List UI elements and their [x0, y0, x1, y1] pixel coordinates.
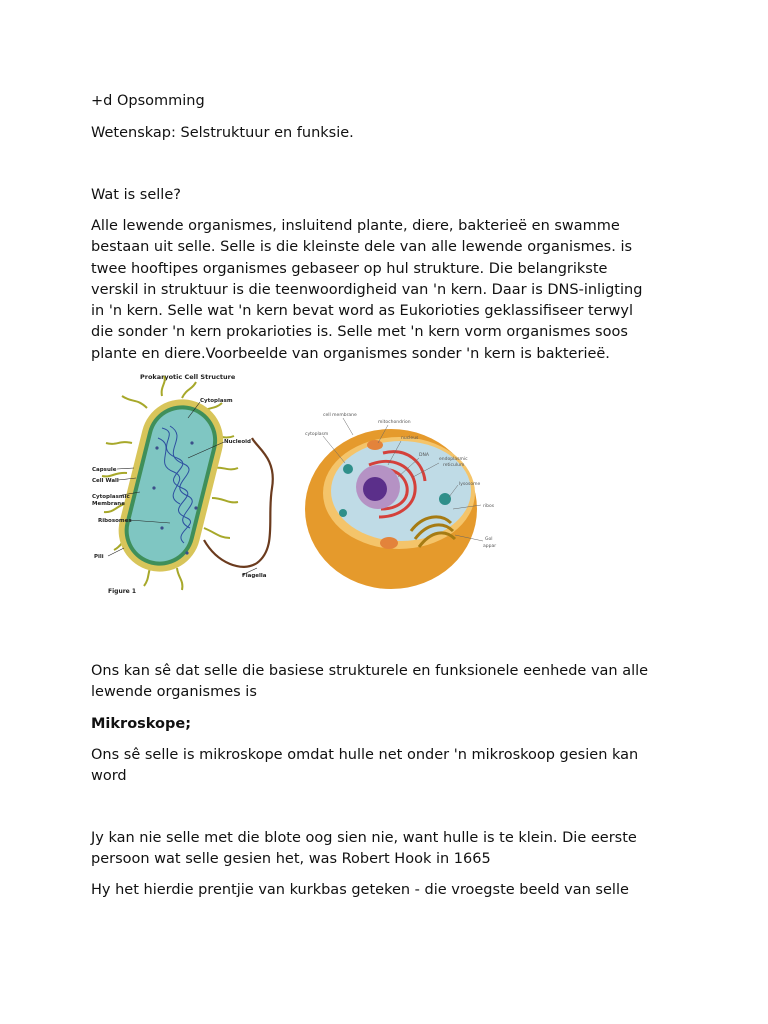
label-cytoplasm: cytoplasm — [305, 432, 329, 437]
intro-line: plante en diere.Voorbeelde van organismes sonder 'n kern is bakterieë. — [91, 345, 610, 362]
label-cytoplasmic: Cytoplasmic — [92, 494, 130, 500]
statement-line: lewende organismes is — [91, 684, 257, 701]
label-endoplasmic: endoplasmic — [439, 457, 468, 462]
mitochondrion-shape — [367, 440, 383, 450]
label-capsule: Capsule — [92, 467, 117, 473]
label-mitochondrion: mitochondrion — [378, 420, 411, 425]
microscope-paragraph — [91, 745, 691, 788]
microscope-line: Ons sê selle is mikroskope omdat hulle net onder 'n mikroskoop gesien kan — [91, 747, 639, 763]
microscope-heading: Mikroskope; — [91, 716, 192, 732]
label-lysosome: lysosome — [459, 482, 481, 487]
mitochondrion-shape — [380, 537, 398, 549]
eukaryotic-cell-image — [303, 405, 503, 595]
intro-line: verskil in struktuur is die teenwoordigheid van 'n kern. Daar is DNS-inligting — [91, 281, 643, 298]
lysosome-shape — [439, 493, 451, 505]
prokaryote-title: Prokaryotic Cell Structure — [140, 373, 236, 381]
label-cytoplasm: Cytoplasm — [200, 398, 233, 404]
hook-paragraph — [91, 828, 691, 871]
statement-paragraph — [91, 661, 691, 704]
vesicle-shape — [343, 464, 353, 474]
label-cell-membrane: cell membrane — [323, 413, 357, 418]
intro-paragraph — [91, 216, 691, 365]
label-pili: Pili — [94, 554, 104, 560]
intro-line: die sonder 'n kern prokarioties is. Selle met 'n kern vorm organismes soos — [91, 324, 628, 341]
label-nucleoid: Nucleoid — [224, 439, 251, 445]
vesicle-shape — [339, 509, 347, 517]
prokaryotic-cell-image — [92, 368, 292, 603]
subject-title: Wetenskap: Selstruktuur en funksie. — [91, 125, 354, 141]
figure-caption: Figure 1 — [108, 588, 137, 595]
label-nucleus: nucleus — [401, 436, 419, 441]
label-ribosomes: Ribosomes — [98, 518, 132, 524]
label-ribosome: ribos — [483, 504, 495, 509]
microscope-line: word — [91, 768, 127, 785]
nucleolus-shape — [363, 477, 387, 501]
hook-line: Jy kan nie selle met die blote oog sien nie, want hulle is te klein. Die eerste — [91, 830, 637, 846]
label-apparatus: appar — [483, 544, 497, 549]
label-membrane: Membrane — [92, 501, 125, 507]
label-flagella: Flagella — [242, 573, 267, 579]
label-reticulum: reticulum — [443, 463, 465, 468]
question-heading: Wat is selle? — [91, 187, 181, 203]
hook-line: persoon wat selle gesien het, was Robert Hook in 1665 — [91, 851, 491, 868]
intro-line: bestaan uit selle. Selle is die kleinste dele van alle lewende organismes. is — [91, 239, 633, 256]
intro-line: in 'n kern. Selle wat 'n kern bevat word as Eukorioties geklassifiseer terwyl — [91, 303, 634, 320]
drawing-sentence: Hy het hierdie prentjie van kurkbas geteken - die vroegste beeld van selle — [91, 882, 629, 898]
intro-line: Alle lewende organismes, insluitend plante, diere, bakterieë en swamme — [91, 218, 620, 234]
label-cell-wall: Cell Wall — [92, 478, 119, 484]
label-golgi: Gol — [485, 537, 493, 542]
statement-line: Ons kan sê dat selle die basiese strukturele en funksionele eenhede van alle — [91, 663, 649, 679]
document-header: +d Opsomming — [91, 93, 205, 109]
label-dna: DNA — [419, 453, 429, 458]
intro-line: twee hooftipes organismes gebaseer op hul strukture. Die belangrikste — [91, 260, 608, 277]
cytoplasm-shape — [331, 441, 471, 541]
